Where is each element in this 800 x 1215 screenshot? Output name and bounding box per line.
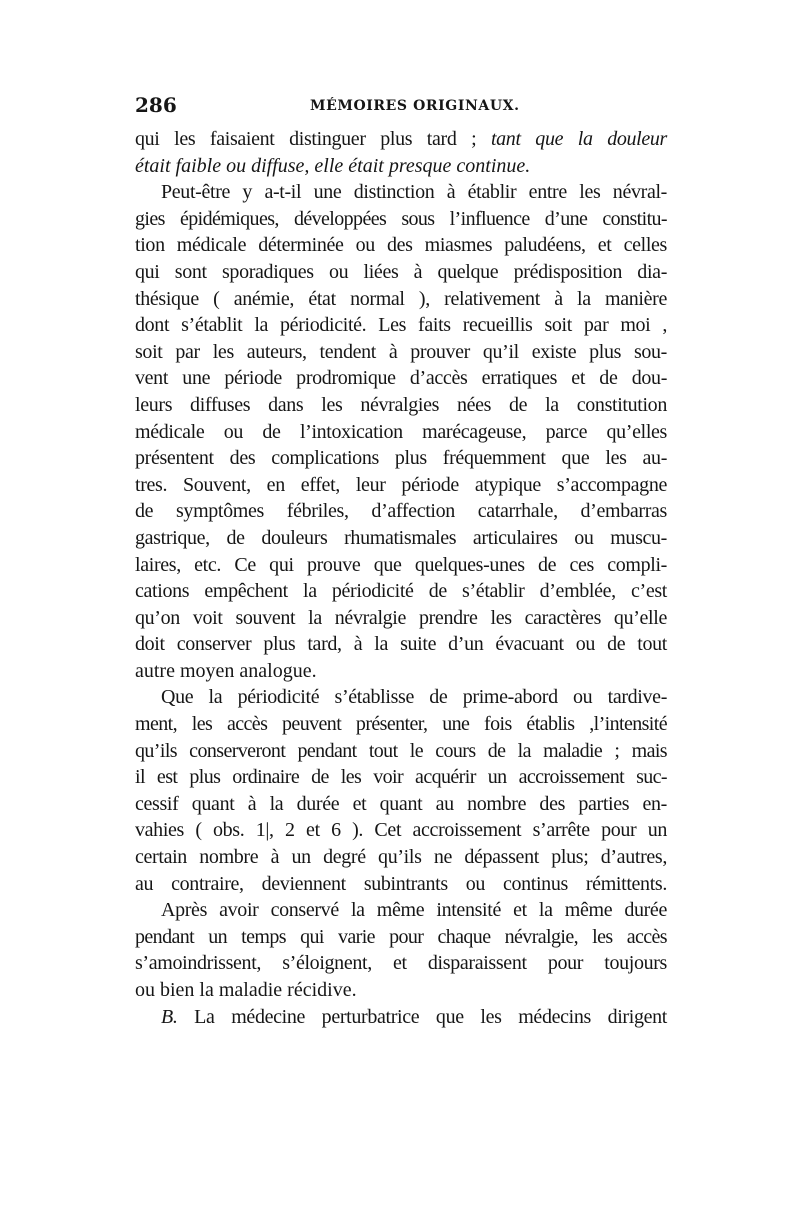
text-line: vent une période prodromique d’accès erratiques et de dou- bbox=[135, 367, 667, 390]
paragraph-end-line: au contraire, deviennent subintrants ou continus rémittents. bbox=[135, 872, 667, 895]
text-line: présentent des complications plus fréquemment que les au- bbox=[135, 447, 667, 470]
text-line: thésique ( anémie, état normal ), relativement à la manière bbox=[135, 287, 667, 310]
text-line: était faible ou diffuse, elle était presque continue. bbox=[135, 154, 531, 177]
text-line: dont s’établit la périodicité. Les faits recueillis soit par moi , bbox=[135, 314, 667, 337]
body-text bbox=[135, 126, 667, 1030]
paragraph-start-line bbox=[135, 1004, 667, 1031]
text-line: qu’ils conserveront pendant tout le cours de la maladie ; mais bbox=[135, 739, 667, 762]
text-line: de symptômes fébriles, d’affection catarrhale, d’embarras bbox=[135, 500, 667, 523]
text-line: qui sont sporadiques ou liées à quelque prédisposition dia- bbox=[135, 260, 667, 283]
italic-text-run: tant que la douleur bbox=[490, 128, 667, 150]
text-line: il est plus ordinaire de les voir acquérir un accroissement suc- bbox=[135, 766, 667, 789]
text-line: vahies ( obs. 1|, 2 et 6 ). Cet accroissement s’arrête pour un bbox=[135, 819, 667, 842]
text-line: doit conserver plus tard, à la suite d’un évacuant ou de tout bbox=[135, 633, 667, 656]
text-line: certain nombre à un degré qu’ils ne dépassent plus; d’autres, bbox=[135, 846, 667, 869]
text-line: médicale ou de l’intoxication marécageuse, parce qu’elles bbox=[135, 420, 667, 443]
text-line bbox=[135, 126, 667, 153]
running-title: MÉMOIRES ORIGINAUX. bbox=[310, 98, 520, 114]
text-line: soit par les auteurs, tendent à prouver qu’il existe plus sou- bbox=[135, 340, 667, 363]
running-head bbox=[135, 93, 665, 123]
text-line: tion médicale déterminée ou des miasmes paludéens, et celles bbox=[135, 234, 667, 257]
text-line: tres. Souvent, en effet, leur période atypique s’accompagne bbox=[135, 473, 667, 496]
text-line: laires, etc. Ce qui prouve que quelques-unes de ces compli- bbox=[135, 553, 667, 576]
paragraph-start-line: Après avoir conservé la même intensité et la même durée bbox=[161, 899, 667, 922]
text-line: leurs diffuses dans les névralgies nées de la constitution bbox=[135, 393, 667, 416]
text-line: ment, les accès peuvent présenter, une fois établis ,l’intensité bbox=[135, 713, 667, 736]
text-run: La médecine perturbatrice que les médecins dirigent bbox=[177, 1005, 667, 1028]
text-line: qu’on voit souvent la névralgie prendre les caractères qu’elle bbox=[135, 606, 667, 629]
text-line: s’amoindrissent, s’éloignent, et disparaissent pour toujours bbox=[135, 952, 667, 975]
text-line: gastrique, de douleurs rhumatismales articulaires ou muscu- bbox=[135, 526, 667, 549]
page-number: 286 bbox=[135, 93, 177, 117]
paragraph-end-line: autre moyen analogue. bbox=[135, 659, 317, 682]
section-marker: B. bbox=[161, 1005, 178, 1028]
text-line: pendant un temps qui varie pour chaque névralgie, les accès bbox=[135, 925, 667, 948]
paragraph-start-line: Peut-être y a-t-il une distinction à établir entre les névral- bbox=[161, 181, 667, 204]
text-run: qui les faisaient distinguer plus tard ; bbox=[135, 128, 491, 150]
paragraph-end-line: ou bien la maladie récidive. bbox=[135, 979, 357, 1001]
text-line: cessif quant à la durée et quant au nombre des parties en- bbox=[135, 792, 667, 815]
text-line: cations empêchent la périodicité de s’établir d’emblée, c’est bbox=[135, 580, 667, 603]
text-line: gies épidémiques, développées sous l’influence d’une constitu- bbox=[135, 207, 667, 230]
paragraph-start-line: Que la périodicité s’établisse de prime-abord ou tardive- bbox=[161, 686, 667, 709]
